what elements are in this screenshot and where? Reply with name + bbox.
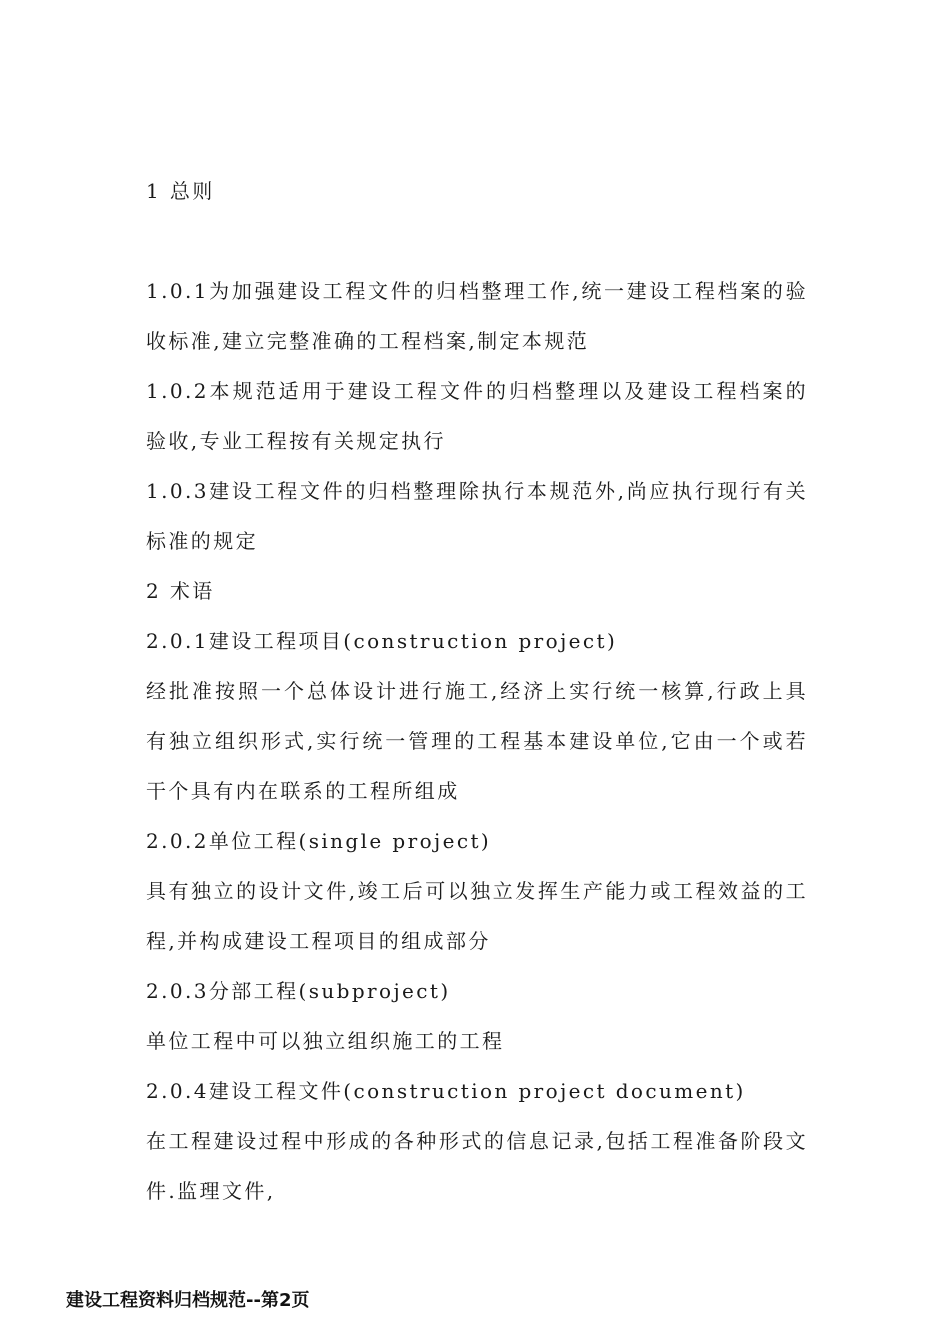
clause-1-0-2: 1.0.2本规范适用于建设工程文件的归档整理以及建设工程档案的验收,专业工程按有关规定执行 bbox=[146, 379, 808, 453]
term-2-0-1-title: 2.0.1建设工程项目(construction project) bbox=[146, 629, 618, 653]
term-2-0-4-definition: 在工程建设过程中形成的各种形式的信息记录,包括工程准备阶段文件.监理文件, bbox=[146, 1129, 808, 1203]
spacer bbox=[146, 216, 808, 266]
document-body bbox=[146, 166, 808, 1216]
section-heading-general: 1 总则 bbox=[146, 179, 215, 203]
page-footer: 建设工程资料归档规范--第2页 bbox=[66, 1290, 310, 1311]
clause-1-0-1: 1.0.1为加强建设工程文件的归档整理工作,统一建设工程档案的验收标准,建立完整准确的工程档案,制定本规范 bbox=[146, 279, 808, 353]
term-2-0-4-title: 2.0.4建设工程文件(construction project document) bbox=[146, 1079, 746, 1103]
term-2-0-3-definition: 单位工程中可以独立组织施工的工程 bbox=[146, 1029, 505, 1053]
clause-1-0-3: 1.0.3建设工程文件的归档整理除执行本规范外,尚应执行现行有关标准的规定 bbox=[146, 479, 808, 553]
term-2-0-1-definition: 经批准按照一个总体设计进行施工,经济上实行统一核算,行政上具有独立组织形式,实行统一管理的工程基本建设单位,它由一个或若干个具有内在联系的工程所组成 bbox=[146, 679, 808, 803]
section-heading-terms: 2 术语 bbox=[146, 579, 215, 603]
term-2-0-3-title: 2.0.3分部工程(subproject) bbox=[146, 979, 451, 1003]
term-2-0-2-definition: 具有独立的设计文件,竣工后可以独立发挥生产能力或工程效益的工程,并构成建设工程项目的组成部分 bbox=[146, 879, 808, 953]
term-2-0-2-title: 2.0.2单位工程(single project) bbox=[146, 829, 492, 853]
